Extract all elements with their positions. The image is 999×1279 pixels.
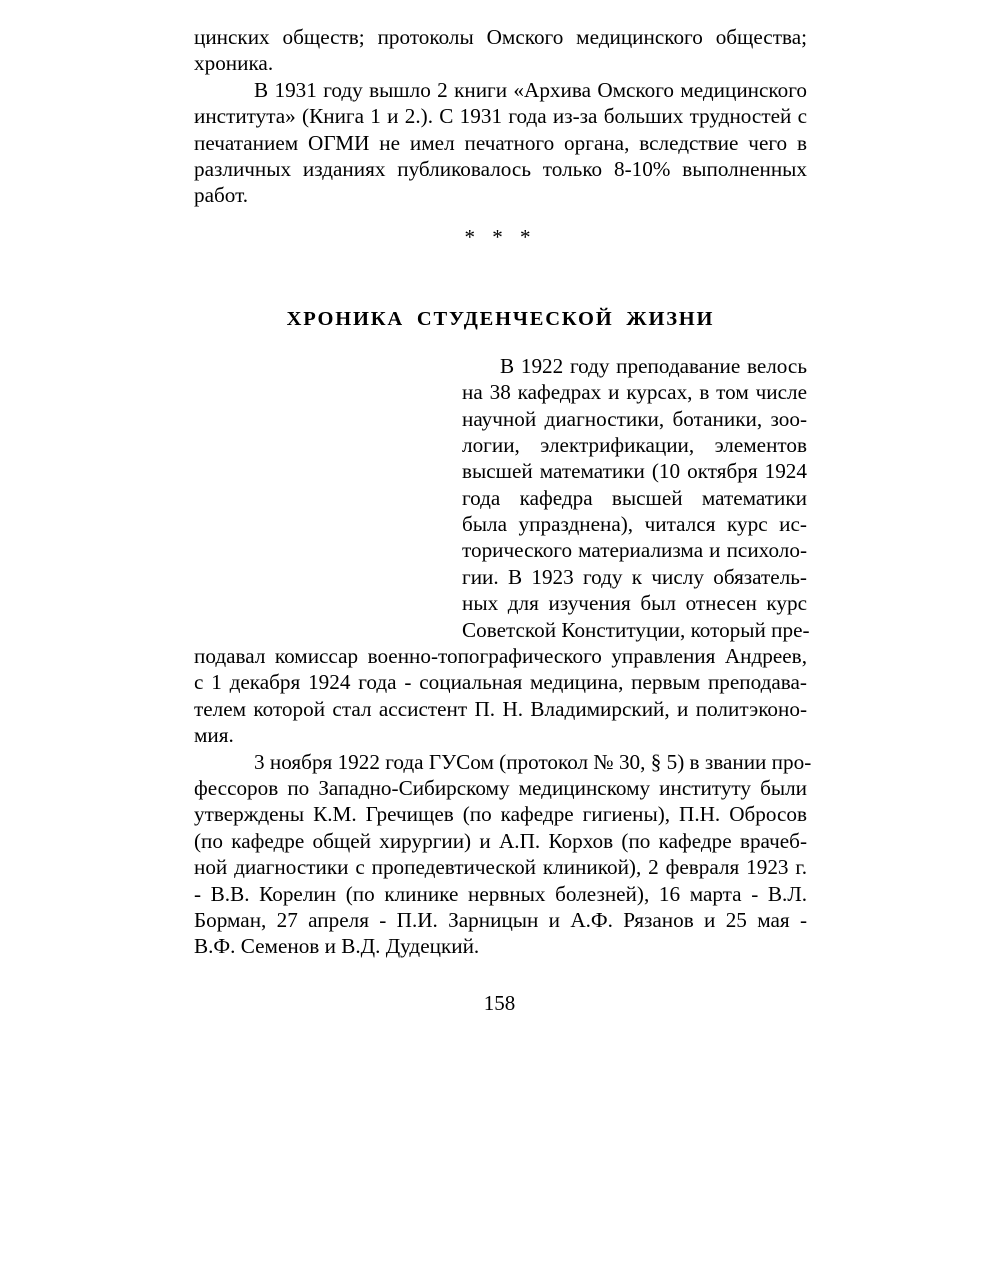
page-number: 158 [483, 991, 516, 1015]
text-line: ной диагностики с пропедевтической клиникой), 2 февраля 1923 г. [194, 855, 807, 880]
paragraph-november-1922 [194, 749, 812, 960]
text-line: телем которой стал ассистент П. Н. Владимирский, и политэконо- [194, 696, 807, 721]
text-line: была упразднена), читался курс ис- [462, 512, 807, 537]
section-heading: ХРОНИКА СТУДЕНЧЕСКОЙ ЖИЗНИ [286, 307, 715, 330]
text-line: логии, электрификации, элементов [462, 432, 807, 457]
paragraph-1922 [194, 353, 810, 749]
text-line: Борман, 27 апреля - П.И. Зарницын и А.Ф. Рязанов и 25 мая - [194, 907, 807, 932]
text-line: с 1 декабря 1924 года - социальная медицина, первым преподава- [194, 670, 807, 695]
text-line: фессоров по Западно-Сибирскому медицинскому институту были [194, 775, 807, 800]
text-line: научной диагностики, ботаники, зоо- [462, 406, 807, 431]
text-line: хроника. [194, 51, 274, 76]
text-line: года кафедра высшей математики [462, 485, 807, 510]
text-line: работ. [194, 183, 249, 208]
text-line: подавал комиссар военно-топографического управления Андреев, [194, 644, 807, 669]
page-body [194, 24, 812, 960]
text-line: печатанием ОГМИ не имел печатного органа, вследствие чего в [194, 130, 807, 155]
text-line: В 1931 году вышло 2 книги «Архива Омского медицинского [254, 77, 807, 102]
text-line: высшей математики (10 октября 1924 [462, 459, 807, 484]
text-line: (по кафедре общей хирургии) и А.П. Корхов (по кафедре врачеб- [194, 828, 807, 853]
paragraph-1931 [194, 77, 807, 209]
text-line: цинских обществ; протоколы Омского медицинского общества; [194, 25, 807, 49]
text-line: различных изданиях публиковалось только 8-10% выполненных [194, 156, 807, 181]
text-line: ных для изучения был отнесен курс [462, 591, 807, 616]
text-line: торического материализма и психоло- [462, 538, 807, 563]
text-line: на 38 кафедрах и курсах, в том числе [462, 380, 807, 405]
section-separator: * * * [464, 224, 537, 249]
text-line: 3 ноября 1922 года ГУСом (протокол № 30, § 5) в звании про- [254, 749, 812, 774]
text-line: мия. [194, 723, 234, 748]
text-line: - В.В. Корелин (по клинике нервных болезней), 16 марта - В.Л. [194, 881, 807, 906]
text-line: гии. В 1923 году к числу обязатель- [462, 564, 807, 589]
intro-paragraph [194, 24, 807, 77]
text-line: института» (Книга 1 и 2.). С 1931 года из-за больших трудностей с [194, 104, 807, 129]
text-line: Советской Конституции, который пре- [462, 617, 810, 642]
text-line: В 1922 году преподавание велось [500, 353, 807, 378]
text-line: В.Ф. Семенов и В.Д. Дудецкий. [194, 934, 480, 959]
text-line: утверждены К.М. Гречищев (по кафедре гигиены), П.Н. Обросов [194, 802, 807, 827]
